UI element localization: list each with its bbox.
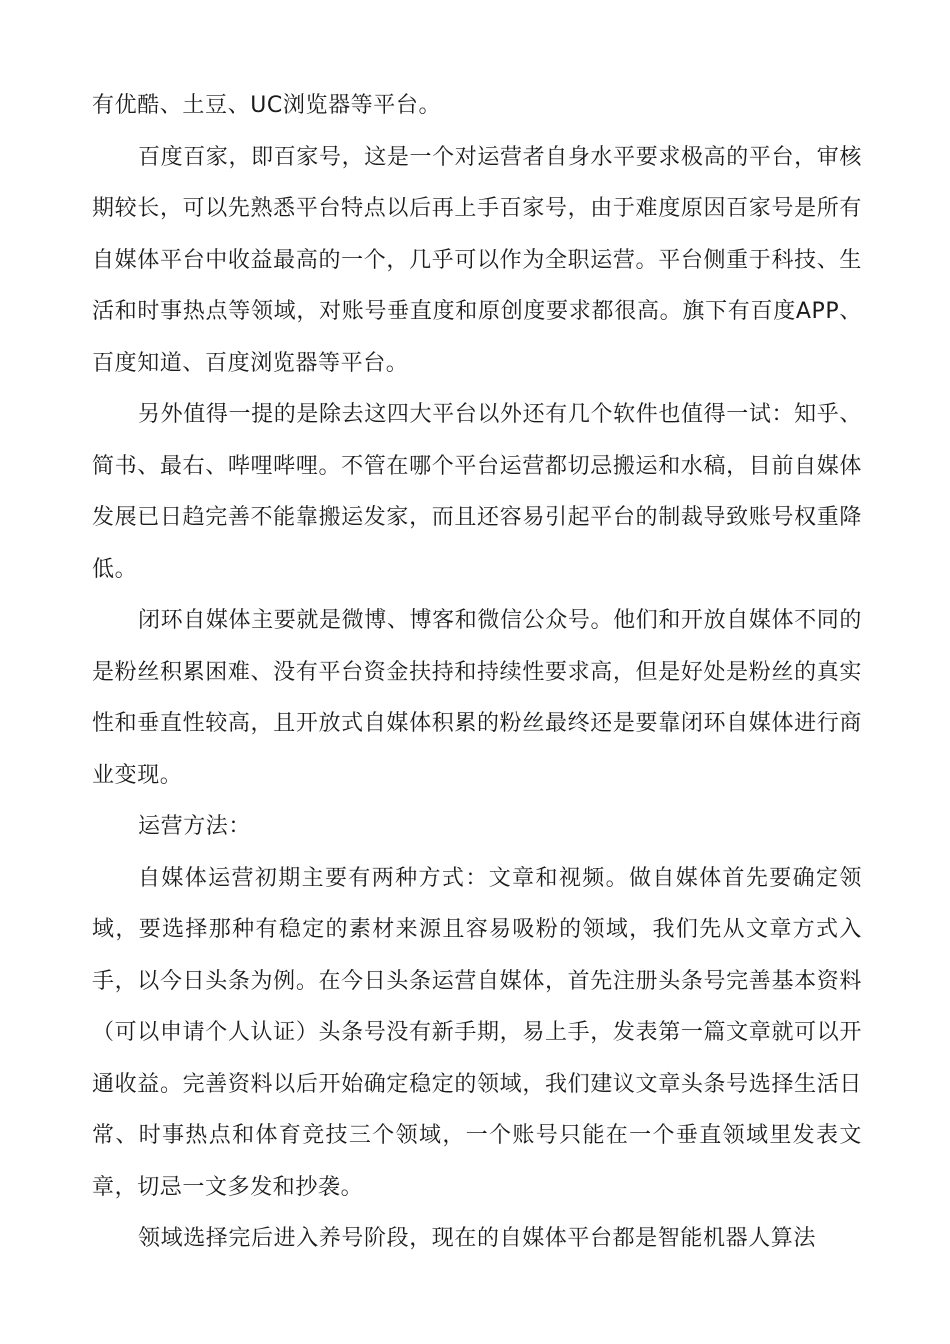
paragraph-operation-methods-heading: 运营方法： — [138, 814, 252, 839]
paragraph-account-nurturing: 领域选择完后进入养号阶段，现在的自媒体平台都是智能机器人算法 — [138, 1226, 817, 1251]
paragraph-platforms-tail: 有优酷、土豆、UC浏览器等平台。 — [92, 93, 442, 118]
paragraph-other-apps: 另外值得一提的是除去这四大平台以外还有几个软件也值得一试：知乎、简书、最右、哔哩哔哩。不管在哪个平台运营都切忌搬运和水稿，目前自媒体发展已日趋完善不能靠搬运发家，而且还容易引起平台的制裁导致账号权重降低。 — [92, 402, 862, 582]
document-page — [92, 80, 862, 1265]
paragraph-baidu-baijia: 百度百家，即百家号，这是一个对运营者自身水平要求极高的平台，审核期较长，可以先熟悉平台特点以后再上手百家号，由于难度原因百家号是所有自媒体平台中收益最高的一个，几乎可以作为全职运营。平台侧重于科技、生活和时事热点等领域，对账号垂直度和原创度要求都很高。旗下有百度APP、百度知道、百度浏览器等平台。 — [92, 144, 862, 376]
paragraph-operation-early-stage: 自媒体运营初期主要有两种方式：文章和视频。做自媒体首先要确定领域，要选择那种有稳定的素材来源且容易吸粉的领域，我们先从文章方式入手，以今日头条为例。在今日头条运营自媒体，首先注册头条号完善基本资料（可以申请个人认证）头条号没有新手期，易上手，发表第一篇文章就可以开通收益。完善资料以后开始确定稳定的领域，我们建议文章头条号选择生活日常、时事热点和体育竞技三个领域，一个账号只能在一个垂直领域里发表文章，切忌一文多发和抄袭。 — [92, 865, 862, 1200]
paragraph-closed-loop-media: 闭环自媒体主要就是微博、博客和微信公众号。他们和开放自媒体不同的是粉丝积累困难、没有平台资金扶持和持续性要求高，但是好处是粉丝的真实性和垂直性较高，且开放式自媒体积累的粉丝最终还是要靠闭环自媒体进行商业变现。 — [92, 608, 862, 788]
